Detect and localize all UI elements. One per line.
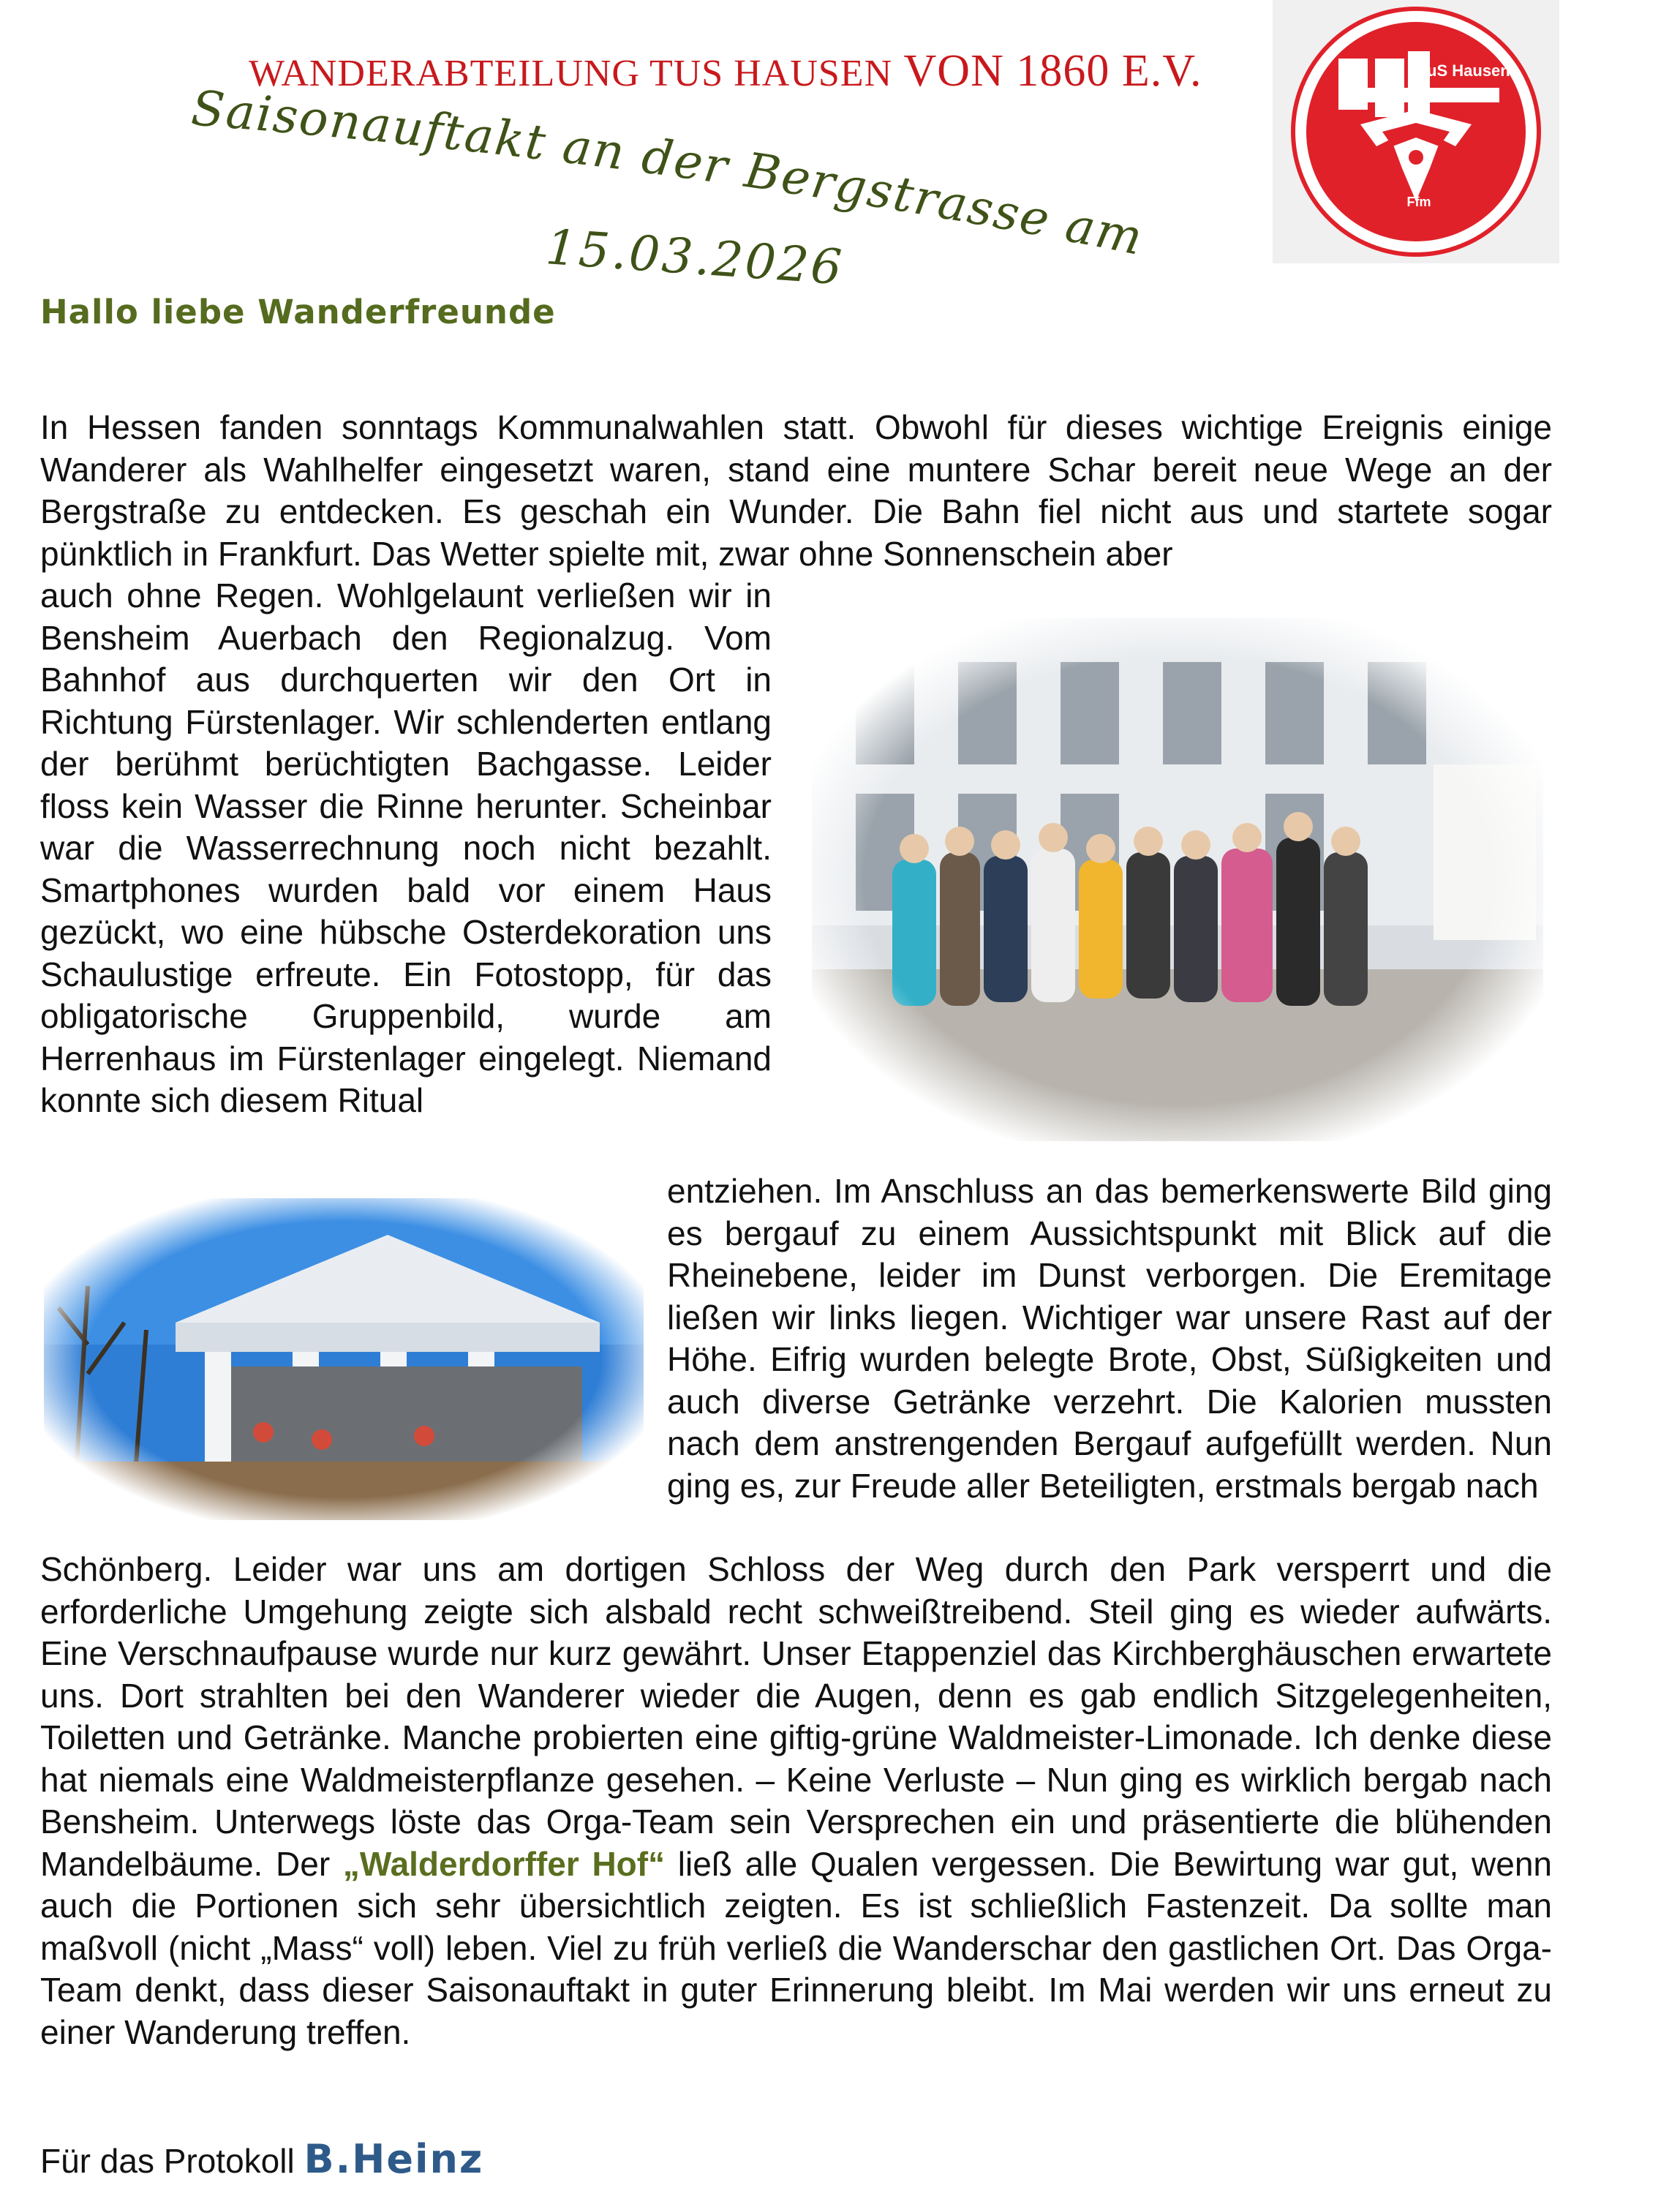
headline — [183, 80, 1295, 300]
organization-name: WANDERABTEILUNG TUS HAUSEN — [249, 53, 893, 94]
paragraph-conclusion — [40, 1549, 1552, 2053]
club-logo — [1273, 0, 1559, 263]
restaurant-name: „Walderdorffer Hof“ — [342, 1844, 666, 1883]
headline-date: 15.03.2026 — [543, 219, 846, 296]
paragraph-rest: entziehen. Im Anschluss an das bemerkenswerte Bild ging es bergauf zu einem Aussichtspunkt mit Blick auf die Rheinebene, leider im Dunst verborgen. Die Eremitage ließen wir links liegen. Wichtiger war unsere Rast auf der Höhe. Eifrig wurden belegte Brote, Obst, Süßigkeiten und auch diverse Getränke verzehrt. Die Kalorien mussten nach dem anstrengenden Bergauf aufgefüllt werden. Nun ging es, zur Freude aller Beteiligten, erstmals bergab nach — [667, 1172, 1552, 1505]
group-photo — [812, 618, 1543, 1141]
paragraph-conclusion-part2: ließ alle Qualen vergessen. Die Bewirtung war gut, wenn auch die Portionen sich sehr übersichtlich zeigten. Es ist schließlich Fastenzeit. Da sollte man maßvoll (nicht „Mass“ voll) leben. Viel zu früh verließ die Wanderschar den gastlichen Ort. Das Orga-Team denkt, dass dieser Saisonauftakt in guter Erinnerung bleibt. Im Mai werden wir uns erneut zu einer Wanderung treffen. — [40, 1844, 1552, 2051]
headline-title: Saisonauftakt an der Bergstrasse am — [189, 80, 1148, 267]
signature-prefix: Für das Protokoll — [40, 2142, 295, 2180]
signature-name: B.Heinz — [304, 2136, 484, 2182]
greeting: Hallo liebe Wanderfreunde — [40, 293, 556, 331]
paragraph-walk: auch ohne Regen. Wohlgelaunt verließen wir in Bensheim Auerbach den Regionalzug. Vom Bahnhof aus durchquerten wir den Ort in Richtung Fürstenlager. Wir schlenderten entlang der berühmt berüchtigten Bachgasse. Leider floss kein Wasser die Rinne herunter. Scheinbar war die Wasserrechnung noch nicht bezahlt. Smartphones wurden bald vor einem Haus gezückt, wo eine hübsche Osterdekoration uns Schaulustige erfreute. Ein Fotostopp, für das obligatorische Gruppenbild, wurde am Herrenhaus im Fürstenlager eingelegt. Niemand konnte sich diesem Ritual — [40, 576, 772, 1119]
paragraph-intro: In Hessen fanden sonntags Kommunalwahlen statt. Obwohl für dieses wichtige Ereignis einige Wanderer als Wahlhelfer eingesetzt waren, stand eine muntere Schar bereit neue Wege an der Bergstraße zu entdecken. Es geschah ein Wunder. Die Bahn fiel nicht aus und startete sogar pünktlich in Frankfurt. Das Wetter spielte mit, zwar ohne Sonnenschein aber — [40, 408, 1552, 573]
signature — [40, 2136, 483, 2182]
paragraph-conclusion-part1: Schönberg. Leider war uns am dortigen Schloss der Weg durch den Park versperrt und die erforderliche Umgehung zeigte sich alsbald recht schweißtreibend. Steil ging es wieder aufwärts. Eine Verschnaufpause wurde nur kurz gewährt. Unser Etappenziel das Kirchberghäuschen erwartete uns. Dort strahlten bei den Wanderer wieder die Augen, denn es gab endlich Sitzgelegenheiten, Toiletten und Getränke. Manche probierten eine giftig-grüne Waldmeister-Limonade. Ich denke diese hat niemals eine Waldmeisterpflanze gesehen. – Keine Verluste – Nun ging es wirklich bergab nach Bensheim. Unterwegs löste das Orga-Team sein Versprechen ein und präsentierte die blühenden Mandelbäume. Der — [40, 1550, 1552, 1883]
logo-text: TuS Hausen — [1418, 61, 1510, 80]
logo-city: Ffm — [1406, 195, 1431, 209]
pavilion-photo — [44, 1198, 644, 1520]
organization-founding: VON 1860 E.V. — [903, 46, 1202, 96]
